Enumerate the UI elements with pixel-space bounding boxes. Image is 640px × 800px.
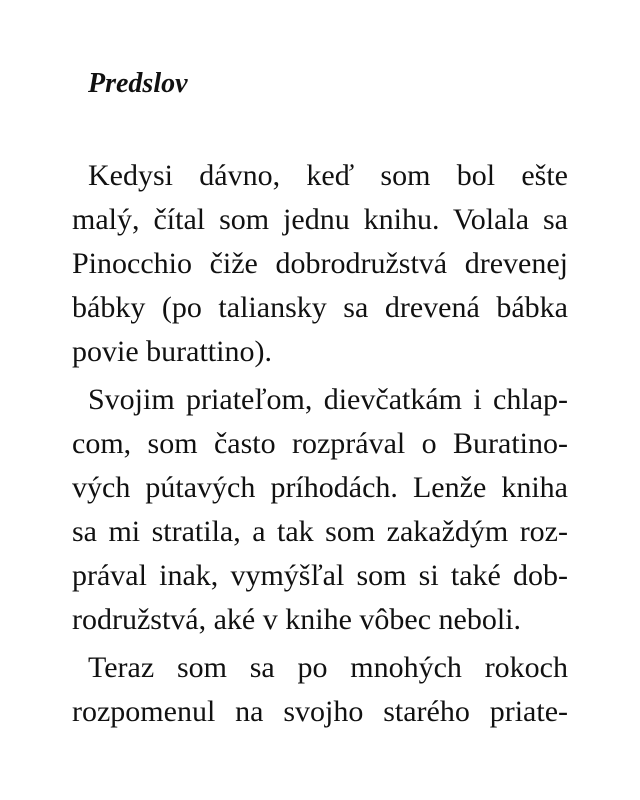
text-line: com, som často rozprával o Buratino- bbox=[72, 427, 568, 460]
text-line: rozpomenul na svojho starého priate- bbox=[72, 695, 568, 728]
text-line: povie burattino). bbox=[72, 335, 272, 368]
text-line: Svojim priateľom, dievčatkám i chlap- bbox=[88, 383, 568, 416]
text-line: rodružstvá, aké v knihe vôbec neboli. bbox=[72, 603, 522, 636]
chapter-title: Predslov bbox=[88, 68, 188, 99]
text-line: malý, čítal som jednu knihu. Volala sa bbox=[72, 203, 568, 236]
text-line: prával inak, vymýšľal som si také dob- bbox=[72, 559, 568, 592]
text-line: Kedysi dávno, keď som bol ešte bbox=[88, 159, 568, 192]
text-line: vých pútavých príhodách. Lenže kniha bbox=[72, 471, 568, 504]
text-line: Pinocchio čiže dobrodružstvá drevenej bbox=[72, 247, 568, 280]
text-line: Teraz som sa po mnohých rokoch bbox=[88, 651, 568, 684]
text-line: sa mi stratila, a tak som zakaždým roz- bbox=[72, 515, 568, 548]
text-line: bábky (po taliansky sa drevená bábka bbox=[72, 291, 568, 324]
